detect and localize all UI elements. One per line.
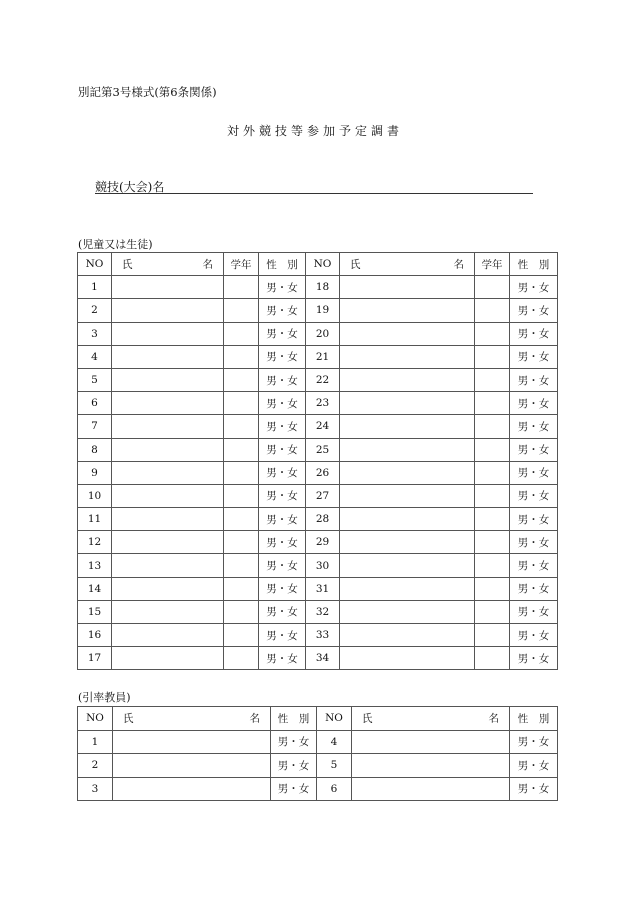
grade-cell[interactable]	[224, 276, 259, 299]
row-number: 6	[317, 777, 352, 801]
name-cell[interactable]	[340, 647, 475, 670]
grade-cell[interactable]	[224, 438, 259, 461]
name-cell[interactable]	[340, 508, 475, 531]
no-header: NO	[317, 707, 352, 731]
sex-cell[interactable]: 男・女	[510, 624, 558, 647]
name-cell[interactable]	[112, 368, 224, 391]
sex-cell[interactable]: 男・女	[510, 577, 558, 600]
row-number: 3	[78, 777, 113, 801]
grade-cell[interactable]	[224, 600, 259, 623]
student-row	[78, 322, 558, 345]
grade-cell[interactable]	[224, 554, 259, 577]
sex-cell[interactable]: 男・女	[259, 322, 306, 345]
students-table	[77, 252, 558, 670]
sex-cell[interactable]: 男・女	[259, 368, 306, 391]
row-number: 22	[306, 368, 340, 391]
sex-cell[interactable]: 男・女	[259, 624, 306, 647]
student-row	[78, 600, 558, 623]
row-number: 6	[78, 392, 112, 415]
name-header	[113, 707, 271, 731]
sex-cell[interactable]: 男・女	[259, 345, 306, 368]
student-row	[78, 484, 558, 507]
row-number: 15	[78, 600, 112, 623]
name-cell[interactable]	[340, 461, 475, 484]
row-number: 2	[78, 754, 113, 778]
grade-header: 学年	[475, 253, 510, 276]
grade-cell[interactable]	[224, 484, 259, 507]
document-title: 対外競技等参加予定調書	[226, 124, 403, 138]
name-cell[interactable]	[112, 415, 224, 438]
row-number: 34	[306, 647, 340, 670]
name-header-family: 氏	[350, 258, 361, 271]
grade-cell[interactable]	[224, 368, 259, 391]
name-header-given: 名	[202, 258, 213, 271]
name-cell[interactable]	[340, 600, 475, 623]
name-cell[interactable]	[340, 276, 475, 299]
name-cell[interactable]	[113, 754, 271, 778]
row-number: 21	[306, 345, 340, 368]
student-row	[78, 345, 558, 368]
teachers-table	[77, 706, 558, 801]
sex-cell[interactable]: 男・女	[510, 531, 558, 554]
sex-cell[interactable]: 男・女	[271, 730, 317, 754]
row-number: 20	[306, 322, 340, 345]
sex-cell[interactable]: 男・女	[510, 730, 558, 754]
sex-cell[interactable]: 男・女	[259, 554, 306, 577]
event-name-underline	[95, 193, 533, 194]
row-number: 16	[78, 624, 112, 647]
row-number: 4	[317, 730, 352, 754]
row-number: 3	[78, 322, 112, 345]
no-header: NO	[306, 253, 340, 276]
row-number: 13	[78, 554, 112, 577]
name-cell[interactable]	[112, 392, 224, 415]
student-row	[78, 647, 558, 670]
student-row	[78, 508, 558, 531]
sex-cell[interactable]: 男・女	[510, 368, 558, 391]
name-cell[interactable]	[340, 322, 475, 345]
sex-cell[interactable]: 男・女	[259, 438, 306, 461]
row-number: 31	[306, 577, 340, 600]
row-number: 11	[78, 508, 112, 531]
row-number: 7	[78, 415, 112, 438]
student-row	[78, 461, 558, 484]
name-cell[interactable]	[112, 647, 224, 670]
student-row	[78, 531, 558, 554]
sex-cell[interactable]: 男・女	[510, 647, 558, 670]
name-cell[interactable]	[112, 508, 224, 531]
grade-header: 学年	[224, 253, 259, 276]
name-cell[interactable]	[352, 754, 510, 778]
grade-cell[interactable]	[475, 600, 510, 623]
grade-cell[interactable]	[475, 368, 510, 391]
teachers-header-row	[78, 707, 558, 731]
sex-cell[interactable]: 男・女	[259, 276, 306, 299]
row-number: 18	[306, 276, 340, 299]
grade-cell[interactable]	[475, 322, 510, 345]
grade-cell[interactable]	[475, 438, 510, 461]
name-cell[interactable]	[340, 368, 475, 391]
name-cell[interactable]	[112, 600, 224, 623]
name-cell[interactable]	[340, 554, 475, 577]
grade-cell[interactable]	[224, 415, 259, 438]
row-number: 14	[78, 577, 112, 600]
grade-cell[interactable]	[224, 299, 259, 322]
name-cell[interactable]	[340, 415, 475, 438]
name-header-family: 氏	[123, 712, 134, 725]
teacher-row	[78, 730, 558, 754]
row-number: 10	[78, 484, 112, 507]
grade-cell[interactable]	[224, 624, 259, 647]
students-table-body	[78, 276, 558, 670]
grade-cell[interactable]	[224, 531, 259, 554]
name-cell[interactable]	[340, 577, 475, 600]
grade-cell[interactable]	[224, 392, 259, 415]
event-name-label: 競技(大会)名	[95, 180, 165, 194]
grade-cell[interactable]	[224, 345, 259, 368]
row-number: 9	[78, 461, 112, 484]
student-row	[78, 554, 558, 577]
name-cell[interactable]	[112, 322, 224, 345]
sex-header: 性 別	[271, 707, 317, 731]
name-cell[interactable]	[340, 345, 475, 368]
student-row	[78, 368, 558, 391]
name-cell[interactable]	[112, 484, 224, 507]
sex-cell[interactable]: 男・女	[259, 415, 306, 438]
grade-cell[interactable]	[475, 392, 510, 415]
sex-cell[interactable]: 男・女	[259, 647, 306, 670]
sex-cell[interactable]: 男・女	[259, 299, 306, 322]
student-row	[78, 276, 558, 299]
grade-cell[interactable]	[224, 508, 259, 531]
name-cell[interactable]	[352, 777, 510, 801]
row-number: 32	[306, 600, 340, 623]
name-header	[352, 707, 510, 731]
sex-cell[interactable]: 男・女	[510, 777, 558, 801]
row-number: 19	[306, 299, 340, 322]
sex-cell[interactable]: 男・女	[510, 438, 558, 461]
sex-cell[interactable]: 男・女	[510, 276, 558, 299]
name-cell[interactable]	[340, 299, 475, 322]
row-number: 5	[78, 368, 112, 391]
name-header	[340, 253, 475, 276]
row-number: 25	[306, 438, 340, 461]
row-number: 5	[317, 754, 352, 778]
name-header-given: 名	[249, 712, 260, 725]
student-row	[78, 299, 558, 322]
row-number: 27	[306, 484, 340, 507]
name-cell[interactable]	[112, 438, 224, 461]
sex-cell[interactable]: 男・女	[510, 508, 558, 531]
form-number-label: 別記第3号様式(第6条関係)	[78, 85, 217, 99]
name-cell[interactable]	[112, 345, 224, 368]
sex-cell[interactable]: 男・女	[510, 600, 558, 623]
name-header-family: 氏	[362, 712, 373, 725]
sex-header: 性 別	[510, 253, 558, 276]
grade-cell[interactable]	[475, 345, 510, 368]
name-cell[interactable]	[113, 730, 271, 754]
name-cell[interactable]	[340, 531, 475, 554]
name-cell[interactable]	[112, 276, 224, 299]
sex-cell[interactable]: 男・女	[259, 508, 306, 531]
row-number: 28	[306, 508, 340, 531]
name-header-given: 名	[488, 712, 499, 725]
name-cell[interactable]	[340, 624, 475, 647]
name-header-family: 氏	[122, 258, 133, 271]
name-header-given: 名	[453, 258, 464, 271]
name-cell[interactable]	[352, 730, 510, 754]
sex-cell[interactable]: 男・女	[510, 299, 558, 322]
grade-cell[interactable]	[475, 461, 510, 484]
teacher-row	[78, 777, 558, 801]
sex-cell[interactable]: 男・女	[510, 754, 558, 778]
teachers-section-label: (引率教員)	[78, 691, 131, 704]
grade-cell[interactable]	[475, 554, 510, 577]
name-cell[interactable]	[112, 577, 224, 600]
row-number: 1	[78, 730, 113, 754]
row-number: 8	[78, 438, 112, 461]
row-number: 30	[306, 554, 340, 577]
name-cell[interactable]	[113, 777, 271, 801]
grade-cell[interactable]	[475, 415, 510, 438]
event-name-field[interactable]	[168, 178, 528, 192]
sex-cell[interactable]: 男・女	[259, 392, 306, 415]
no-header: NO	[78, 253, 112, 276]
grade-cell[interactable]	[224, 577, 259, 600]
grade-cell[interactable]	[475, 276, 510, 299]
name-header	[112, 253, 224, 276]
row-number: 24	[306, 415, 340, 438]
row-number: 26	[306, 461, 340, 484]
sex-cell[interactable]: 男・女	[259, 600, 306, 623]
sex-cell[interactable]: 男・女	[510, 392, 558, 415]
row-number: 4	[78, 345, 112, 368]
grade-cell[interactable]	[475, 647, 510, 670]
sex-cell[interactable]: 男・女	[510, 484, 558, 507]
sex-cell[interactable]: 男・女	[259, 461, 306, 484]
student-row	[78, 624, 558, 647]
sex-cell[interactable]: 男・女	[510, 415, 558, 438]
row-number: 29	[306, 531, 340, 554]
name-cell[interactable]	[112, 531, 224, 554]
students-header-row	[78, 253, 558, 276]
row-number: 12	[78, 531, 112, 554]
name-cell[interactable]	[340, 484, 475, 507]
row-number: 33	[306, 624, 340, 647]
sex-cell[interactable]: 男・女	[271, 754, 317, 778]
name-cell[interactable]	[340, 392, 475, 415]
grade-cell[interactable]	[475, 484, 510, 507]
sex-cell[interactable]: 男・女	[259, 577, 306, 600]
sex-cell[interactable]: 男・女	[259, 484, 306, 507]
sex-header: 性 別	[259, 253, 306, 276]
sex-cell[interactable]: 男・女	[510, 322, 558, 345]
grade-cell[interactable]	[475, 531, 510, 554]
student-row	[78, 392, 558, 415]
sex-cell[interactable]: 男・女	[510, 461, 558, 484]
no-header: NO	[78, 707, 113, 731]
student-row	[78, 438, 558, 461]
sex-header: 性 別	[510, 707, 558, 731]
teachers-table-body	[78, 730, 558, 801]
student-row	[78, 415, 558, 438]
sex-cell[interactable]: 男・女	[271, 777, 317, 801]
name-cell[interactable]	[112, 461, 224, 484]
row-number: 23	[306, 392, 340, 415]
grade-cell[interactable]	[475, 624, 510, 647]
name-cell[interactable]	[112, 554, 224, 577]
grade-cell[interactable]	[224, 647, 259, 670]
grade-cell[interactable]	[224, 461, 259, 484]
students-section-label: (児童又は生徒)	[78, 238, 153, 251]
name-cell[interactable]	[112, 299, 224, 322]
row-number: 2	[78, 299, 112, 322]
sex-cell[interactable]: 男・女	[259, 531, 306, 554]
grade-cell[interactable]	[475, 508, 510, 531]
grade-cell[interactable]	[475, 577, 510, 600]
row-number: 17	[78, 647, 112, 670]
name-cell[interactable]	[112, 624, 224, 647]
student-row	[78, 577, 558, 600]
teacher-row	[78, 754, 558, 778]
row-number: 1	[78, 276, 112, 299]
grade-cell[interactable]	[475, 299, 510, 322]
name-cell[interactable]	[340, 438, 475, 461]
grade-cell[interactable]	[224, 322, 259, 345]
sex-cell[interactable]: 男・女	[510, 345, 558, 368]
sex-cell[interactable]: 男・女	[510, 554, 558, 577]
